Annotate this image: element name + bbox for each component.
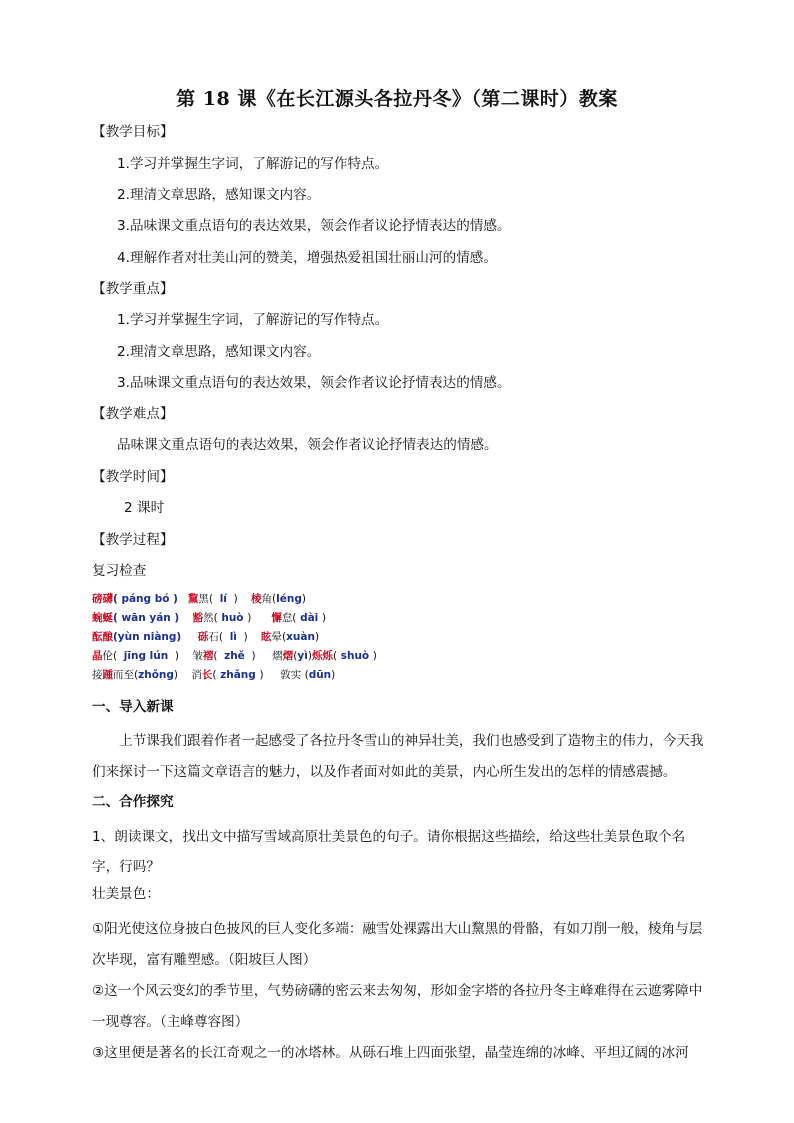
section1-heading: 一、导入新课 <box>92 699 174 715</box>
vocab-segment: 而至( <box>113 669 139 681</box>
vocab-segment <box>179 612 192 624</box>
page-title: 第 18 课《在长江源头各拉丹冬》（第二课时）教案 <box>176 88 618 110</box>
keypoint-item: 3.品味课文重点语句的表达效果，领会作者议论抒情表达的情感。 <box>117 375 511 391</box>
vocab-segment: ) <box>168 650 193 662</box>
time-text: 2 课时 <box>124 500 165 516</box>
vocab-segment: 黧 <box>187 593 199 605</box>
question-1: 1、朗读课文，找出文中描写雪域高原壮美景色的句子。请你根据这些描绘，给这些壮美景色取个名字，行吗？ <box>92 829 686 875</box>
vocab-row <box>92 628 319 647</box>
keypoint-item: 1.学习并掌握生字词，了解游记的写作特点。 <box>117 312 389 328</box>
difficulty-text: 品味课文重点语句的表达效果，领会作者议论抒情表达的情感。 <box>117 437 498 453</box>
vocab-segment: 然( <box>203 612 218 624</box>
vocab-segment: ) <box>259 669 281 681</box>
vocab-segment: ) <box>226 593 252 605</box>
vocab-segment: ( <box>213 650 225 662</box>
vocab-segment: jīng lún <box>123 650 169 662</box>
vocab-segment: 懈 <box>271 612 282 624</box>
vocab-segment: 角( <box>261 593 277 605</box>
vocab-segment: 酝酿 <box>92 631 113 643</box>
vocab-segment: yì <box>297 650 308 662</box>
process-heading: 【教学过程】 <box>92 532 174 548</box>
review-label: 复习检查 <box>92 563 147 579</box>
vocab-segment: 砾 <box>197 631 209 643</box>
scenery-paragraph-3: ③这里便是著名的长江奇观之一的冰塔林。从砾石堆上四面张望，晶莹连绵的冰峰、平坦辽阔的冰河 <box>92 1045 689 1061</box>
vocab-segment: 接 <box>92 669 103 681</box>
vocab-segment: 黑( <box>198 593 220 605</box>
vocab-row <box>92 590 306 609</box>
vocab-segment: 晕( <box>271 631 287 643</box>
scenery-paragraph-2: ②这一个风云变幻的季节里，气势磅礴的密云来去匆匆，形如金字塔的各拉丹冬主峰难得在云遮雾障中一现尊容。（主峰尊容图） <box>92 983 703 1030</box>
vocab-segment: 褶 <box>202 650 214 662</box>
vocab-segment: 皱 <box>192 650 203 662</box>
vocab-segment: ) <box>244 650 273 662</box>
vocab-segment <box>178 593 188 605</box>
goal-item: 4.理解作者对壮美山河的赞美，增强热爱祖国壮丽山河的情感。 <box>117 250 497 266</box>
vocab-segment: 棱 <box>251 593 262 605</box>
vocab-segment: ( <box>293 650 298 662</box>
vocab-segment: ( páng bó ) <box>113 593 178 605</box>
goal-item: 3.品味课文重点语句的表达效果，领会作者议论抒情表达的情感。 <box>117 218 511 234</box>
vocab-row <box>92 647 377 666</box>
vocab-segment: léng <box>276 593 302 605</box>
vocab-segment: lì <box>229 631 237 643</box>
vocab-segment: 伦( <box>102 650 124 662</box>
vocab-segment: 石( <box>208 631 230 643</box>
vocab-segment: ( wān yán ) <box>113 612 180 624</box>
vocab-segment: ) <box>331 669 336 681</box>
vocab-segment: ) <box>321 612 327 624</box>
difficulty-heading: 【教学难点】 <box>92 406 174 422</box>
vocab-segment: 磅礴 <box>92 593 113 605</box>
scenery-label: 壮美景色： <box>92 886 160 902</box>
vocab-segment: 敦 <box>280 669 291 681</box>
vocab-segment: ) <box>247 612 272 624</box>
vocab-segment: huò <box>217 612 248 624</box>
vocab-segment: ) <box>301 593 306 605</box>
vocab-segment: 消 <box>191 669 202 681</box>
vocab-segment: zhǒng <box>138 669 174 681</box>
scenery-paragraph-1: ①阳光使这位身披白色披风的巨人变化多端：融雪处裸露出大山黧黑的骨骼，有如刀削一般，棱角与层次毕现，富有雕塑感。（阳坡巨人图） <box>92 921 703 968</box>
vocab-segment: 烁烁 <box>311 650 333 662</box>
vocab-segment: (yùn niàng) <box>113 631 182 643</box>
section1-text: 上节课我们跟着作者一起感受了各拉丹冬雪山的神异壮美，我们也感受到了造物主的伟力，今天我们来探讨一下这篇文章语言的魅力，以及作者面对如此的美景，内心所生发出的怎样的情感震撼。 <box>92 733 704 780</box>
vocab-segment: shuò <box>337 650 373 662</box>
vocab-segment: 长 <box>201 669 213 681</box>
vocab-row <box>92 666 335 685</box>
keypoint-item: 2.理清文章思路，感知课文内容。 <box>117 344 321 360</box>
goals-heading: 【教学目标】 <box>92 124 174 140</box>
vocab-segment: dài <box>296 612 322 624</box>
vocab-segment: dūn <box>308 669 332 681</box>
vocab-segment: 怠( <box>281 612 297 624</box>
vocab-segment: zhě <box>224 650 245 662</box>
vocab-segment: 踵 <box>102 669 113 681</box>
vocab-segment: ) <box>236 631 262 643</box>
vocab-segment <box>181 631 198 643</box>
time-heading: 【教学时间】 <box>92 469 174 485</box>
vocab-segment: ( <box>212 669 217 681</box>
vocab-segment: ) <box>314 631 320 643</box>
vocab-segment: 豁 <box>192 612 204 624</box>
vocab-segment: ) <box>173 669 192 681</box>
vocab-segment: 熠 <box>272 650 283 662</box>
keypoints-heading: 【教学重点】 <box>92 281 174 297</box>
vocab-segment: xuàn <box>286 631 315 643</box>
vocab-segment: 蜿蜒 <box>92 612 113 624</box>
vocab-segment: 熠 <box>282 650 294 662</box>
vocab-segment: ) <box>372 650 377 662</box>
vocab-segment: 晶 <box>92 650 103 662</box>
vocab-segment: ) <box>307 650 312 662</box>
vocab-segment: lí <box>219 593 227 605</box>
goal-item: 2.理清文章思路，感知课文内容。 <box>117 187 321 203</box>
vocab-segment: 眩 <box>261 631 272 643</box>
vocab-segment: 实 ( <box>290 669 309 681</box>
section2-heading: 二、合作探究 <box>92 794 174 810</box>
vocab-segment: ( <box>332 650 338 662</box>
goal-item: 1.学习并掌握生字词，了解游记的写作特点。 <box>117 156 389 172</box>
vocab-segment: zhǎng <box>216 669 260 681</box>
vocab-row <box>92 609 326 628</box>
